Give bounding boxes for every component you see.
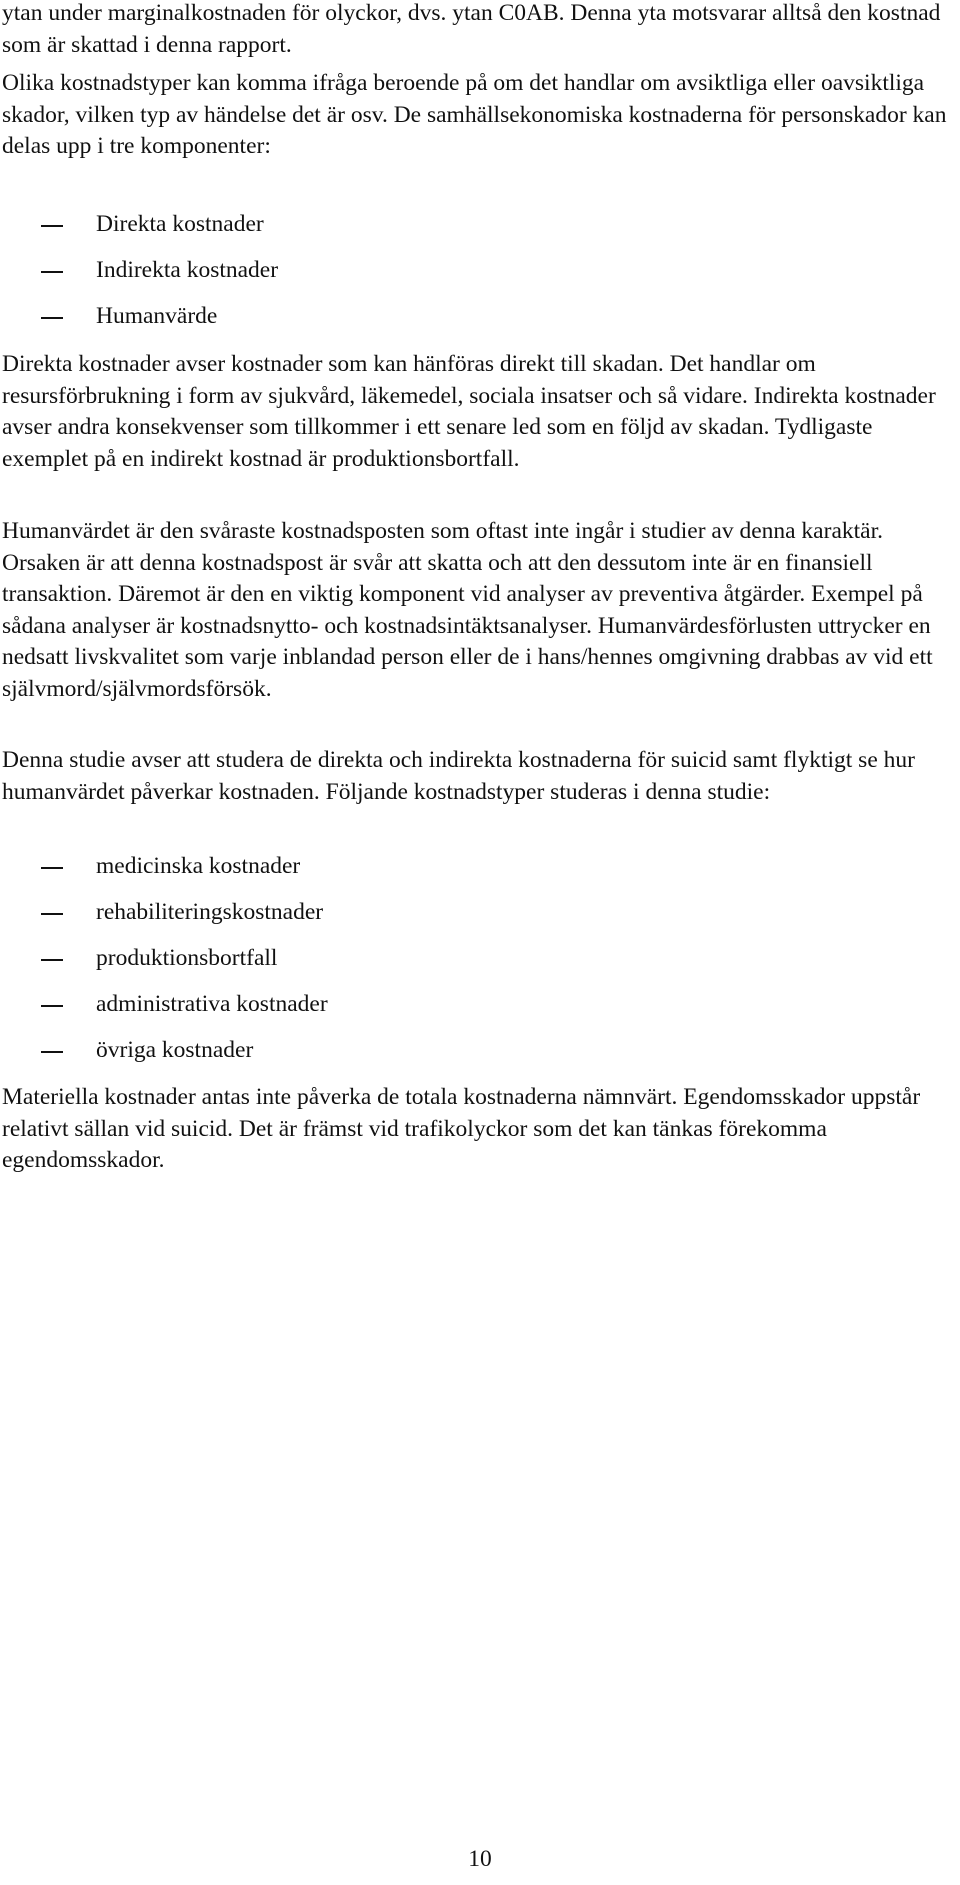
list-item bbox=[0, 1035, 950, 1081]
list-item bbox=[0, 851, 950, 897]
list-item-label: Indirekta kostnader bbox=[96, 257, 279, 283]
paragraph-study-scope: Denna studie avser att studera de direkta och indirekta kostnaderna för suicid samt flyktigt se hur humanvärdet påverkar kostnaden. Följande kostnadstyper studeras i denna studie: bbox=[2, 747, 915, 805]
list-item-label: övriga kostnader bbox=[96, 1037, 254, 1063]
dash-bullet-icon bbox=[41, 867, 63, 869]
paragraph-human-value: Humanvärdet är den svåraste kostnadsposten som oftast inte ingår i studier av denna karaktär. Orsaken är att denna kostnadspost är svår att skatta och att den dessutom inte är en finansiell transaktion. Däremot är den en viktig komponent vid analyser av preventiva åtgärder. Exempel på sådana analyser är kostnadsnytto- och kostnadsintäktsanalyser. Humanvärdesförlusten uttrycker en nedsatt livskvalitet som varje inblandad person eller de i hans/hennes omgivning drabbas av vid ett självmord/självmordsförsök. bbox=[2, 518, 933, 702]
list-item bbox=[0, 209, 950, 255]
list-item bbox=[0, 897, 950, 943]
paragraph-cost-types: Olika kostnadstyper kan komma ifråga beroende på om det handlar om avsiktliga eller oavsiktliga skador, vilken typ av händelse det är osv. De samhällsekonomiska kostnaderna för personskador kan delas upp i tre komponenter: bbox=[2, 70, 947, 159]
list-item-label: produktionsbortfall bbox=[96, 945, 278, 971]
paragraph-intro: ytan under marginalkostnaden för olyckor, dvs. ytan C0AB. Denna yta motsvarar alltså den kostnad som är skattad i denna rapport. bbox=[2, 0, 941, 58]
dash-bullet-icon bbox=[41, 1051, 63, 1053]
list-item bbox=[0, 255, 950, 301]
dash-bullet-icon bbox=[41, 225, 63, 227]
page-number: 10 bbox=[468, 1846, 492, 1872]
dash-bullet-icon bbox=[41, 271, 63, 273]
list-item bbox=[0, 943, 950, 989]
cost-type-list bbox=[0, 851, 950, 1081]
dash-bullet-icon bbox=[41, 959, 63, 961]
list-item-label: Humanvärde bbox=[96, 303, 218, 329]
paragraph-material-costs: Materiella kostnader antas inte påverka de totala kostnaderna nämnvärt. Egendomsskador uppstår relativt sällan vid suicid. Det är främst vid trafikolyckor som det kan tänkas förekomma egendomsskador. bbox=[2, 1084, 921, 1173]
dash-bullet-icon bbox=[41, 317, 63, 319]
list-item bbox=[0, 301, 950, 347]
dash-bullet-icon bbox=[41, 1005, 63, 1007]
component-list bbox=[0, 209, 950, 347]
list-item-label: Direkta kostnader bbox=[96, 211, 264, 237]
paragraph-direct-costs: Direkta kostnader avser kostnader som kan hänföras direkt till skadan. Det handlar om resursförbrukning i form av sjukvård, läkemedel, sociala insatser och så vidare. Indirekta kostnader avser andra konsekvenser som tillkommer i ett senare led som en följd av skadan. Tydligaste exemplet på en indirekt kostnad är produktionsbortfall. bbox=[2, 351, 936, 472]
list-item bbox=[0, 989, 950, 1035]
dash-bullet-icon bbox=[41, 913, 63, 915]
list-item-label: administrativa kostnader bbox=[96, 991, 328, 1017]
list-item-label: medicinska kostnader bbox=[96, 853, 301, 879]
list-item-label: rehabiliteringskostnader bbox=[96, 899, 324, 925]
